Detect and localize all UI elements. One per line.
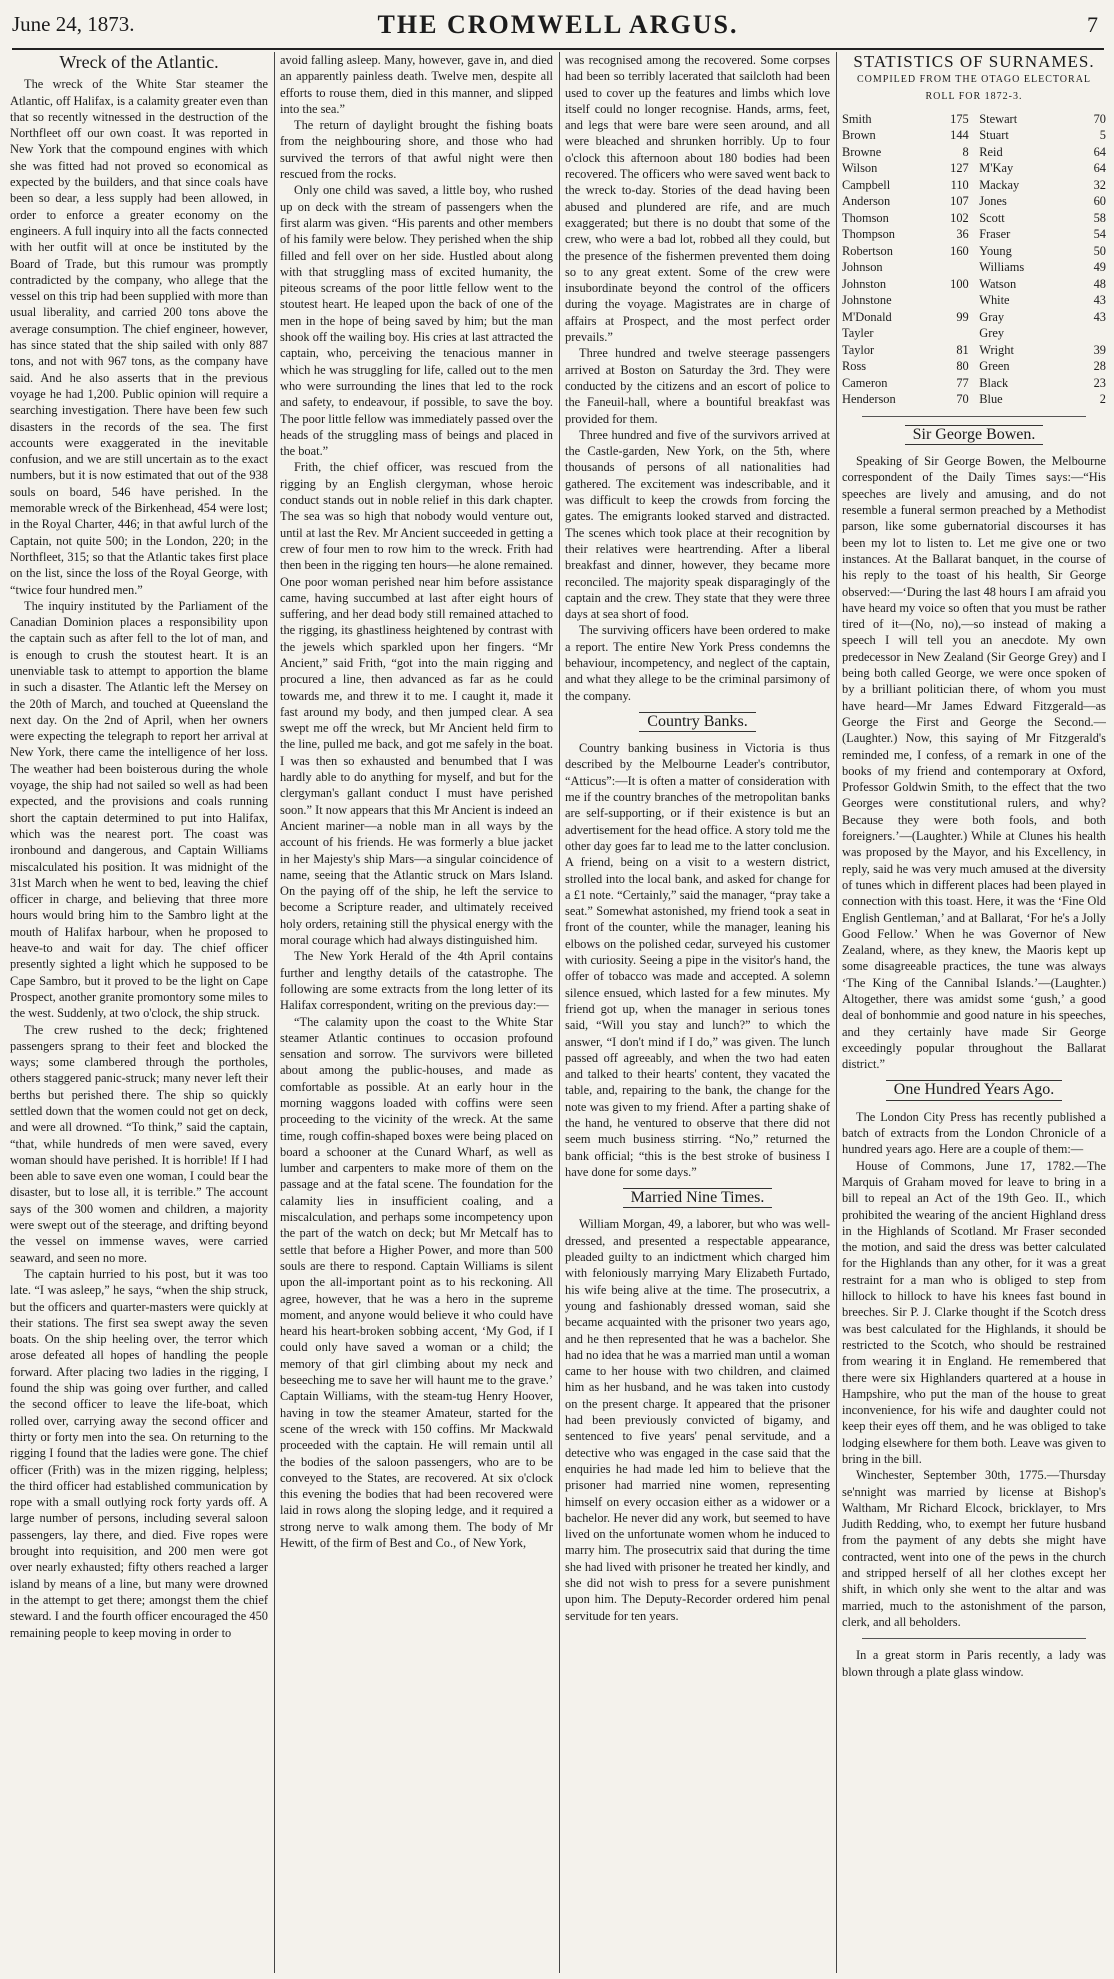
paragraph: House of Commons, June 17, 1782.—The Marquis of Graham moved for leave to bring in a bill to repeal an Act of the 19th Geo. II., which prohibited the wearing of the ancient Highland dress in the Highlands of Scotland. Mr Fraser seconded the motion, and said the dress was better calculated for the Highlands than any other, for it was a great restraint for a man who is obliged to step from hillock to hillock to have his knees fast bound in breeches. Sir P. J. Clarke thought if the Scotch dress was best calculated for the Highlands, it should be restricted to the Scotch, who should be restrained from wearing it in England. He remembered that there were six Highlanders quartered at a house in Hampshire, who put the man of the house to great inconvenience, for his wife and daughter could not keep their eyes off them, and he was obliged to take lodging elsewhere for them both. Leave was given to bring in the bill. (842, 1158, 1106, 1466)
surname-row (979, 259, 1106, 276)
surname-count: 32 (1093, 177, 1106, 192)
divider (862, 416, 1086, 417)
surname-row (979, 309, 1106, 326)
paragraph: Only one child was saved, a little boy, who rushed up on deck with the stream of passengers when the first alarm was given. “His parents and other members of his family were below. They perished when the ship filled and fell over on her side. Hustled about along with that struggling mass of excited humanity, the piteous screams of the poor little fellow went to the stoutest heart. He leaped upon the back of one of the men in the hope of being saved by him; but the man shook off the wailing boy. His cries at last attracted the captain, who, perceiving the tenacious manner in which he was struggling for life, called out to the men who were surrounding the lines that led to the rock and safety, to endeavour, if possible, to save the boy. The poor little fellow was immediately passed over the heads of the struggling mass of beings and placed in the boat.” (280, 183, 553, 459)
surname-count: 36 (956, 227, 969, 242)
page-number: 7 (1087, 12, 1098, 37)
paragraph: The inquiry instituted by the Parliament of the Canadian Dominion places a responsibility upon the captain such as after fell to the lot of man, and is enough to crush the stoutest heart. It is an unenviable task to attempt to apportion the blame in such a disaster. The Atlantic left the Mersey on the 20th of March, and touched at Queensland the next day. On the 2nd of April, when her owners were expecting the telegraph to report her arrival at New York, there came the intelligence of her loss. The weather had been boisterous during the whole voyage, the ship had not sailed so well as had been expected, and the provisions and coals running short the captain determined to put into Halifax, which was the nearest port. The coast was ironbound and dangerous, and Captain Williams miscalculated his position. It was midnight of the 31st March when he went to bed, leaving the chief officer in charge, and believing that three more hours would bring him to the Sambro light at the mouth of Halifax harbour, when he proposed to heave-to and wait for day. The chief officer presently sighted a light which he supposed to be Cape Sambro, but it proved to be the light on Cape Prospect, another granite promontory some miles to the west. Suddenly, at two o'clock, the ship struck. (10, 598, 268, 1021)
surname-count: 23 (1093, 375, 1106, 390)
surname: Fraser (979, 227, 1011, 242)
surname-row (979, 342, 1106, 359)
surname: Wright (979, 342, 1014, 357)
surname-count: 77 (956, 375, 969, 390)
surname-row (979, 243, 1106, 260)
surname: Green (979, 359, 1010, 374)
surname: M'Donald (842, 309, 892, 324)
paragraph: Three hundred and five of the survivors arrived at the Castle-garden, New York, on the 5th, where thousands of persons of all nationalities had gathered. The excitement was indescribable, and it was difficult to keep the crowds from forcing the gates. The emigrants looked starved and distracted. The scenes which took place at their recognition by their relatives were heartrending. After a liberal breakfast and dinner, however, they became more reconciled. The majority speak disparagingly of the captain and the crew. They state that they were three days at sea short of food. (565, 427, 830, 622)
surname-count: 54 (1093, 227, 1106, 242)
surname-row (979, 325, 1106, 342)
surname: Browne (842, 144, 882, 159)
surname-count: 8 (962, 144, 969, 159)
column-rule (836, 52, 837, 1973)
surname-row (842, 358, 969, 375)
paragraph: William Morgan, 49, a laborer, but who was well-dressed, and presented a respectable appearance, pleaded guilty to an indictment which charged him with feloniously marrying Mary Elizabeth Furtado, his wife being alive at the time. The prosecutrix, a young and fashionably dressed woman, said she became acquainted with the prisoner two years ago, and he then represented that he was a bachelor. She had no idea that he was a married man until a woman came to her house with two children, and claimed him as her husband, and he was taken into custody on the present charge. It appeared that the prisoner had been previously convicted of bigamy, and sentenced to five years' penal servitude, and a detective who was engaged in the case said that the enquiries he had made led him to believe that the prisoner had married nine women, representing himself on every occasion either as a widower or a bachelor. He never did any work, but seemed to have lived on the unfortunate women whom he induced to marry him. The prosecutrix said that during the time she had lived with prisoner he treated her kindly, and she did not wish to press for a severe punishment upon him. The Deputy-Recorder ordered him penal servitude for ten years. (565, 1217, 830, 1623)
page-header (12, 8, 1104, 50)
paragraph: The London City Press has recently published a batch of extracts from the London Chronicle of a hundred years ago. Here are a couple of them:— (842, 1109, 1106, 1157)
surname-row (979, 210, 1106, 227)
paragraph: The crew rushed to the deck; frightened passengers sprang to their feet and blocked the ways; some clambered through the portholes, others staggered panic-struck; many never left their berths but perished there. The ship so quickly settled down that the women could not get on deck, and were all drowned. “To think,” said the captain, “that, while hundreds of men were saved, every woman should have perished. It is horrible! If I had been able to save even one woman, I could bear the disaster, but to lose all, it is terrible.” The account says of the 300 women and children, a majority were swept out of the steerage, and drifting beyond the vessel on immense waves, were carried seaward, and seen no more. (10, 1022, 268, 1265)
surname-count: 144 (950, 128, 969, 143)
surname: Stuart (979, 128, 1009, 143)
surname: Henderson (842, 392, 896, 407)
surname: Johnstone (842, 293, 892, 308)
column-rule (274, 52, 275, 1973)
article-title-wreck: Wreck of the Atlantic. (59, 52, 219, 72)
surname: Taylor (842, 342, 875, 357)
surname-row (842, 276, 969, 293)
surname-count: 110 (950, 177, 969, 192)
surname-count: 64 (1093, 144, 1106, 159)
paragraph: The captain hurried to his post, but it was too late. “I was asleep,” he says, “when the ship struck, but the officers and quarter-masters were quickly at their stations. The first sea swept away the seven boats. On the ship heeling over, the terror which arose defeated all hopes of handling the people forward. After placing two ladies in the rigging, I found the ship was going over further, and called the second officer to leave the life-boat, which rolled over, carrying away the second officer and thirty or forty men into the sea. On returning to the rigging I found that the ladies were gone. The chief officer (Frith) was in the mizen rigging, helpless; the third officer had established communication by rope with a small outlying rock forty yards off. A large number of persons, including several saloon passengers, lay there, and died. Five ropes were brought into requisition, and 200 men were got over nearly exhausted; fifty others reached a larger island by means of a line, but many were drowned in the attempt to get there; amongst them the chief steward. I and the fourth officer encouraged the 450 remaining people to keep moving in order to (10, 1266, 268, 1640)
surname-count: 107 (950, 194, 969, 209)
surname: Robertson (842, 243, 893, 258)
surname-row (979, 193, 1106, 210)
issue-date: June 24, 1873. (12, 12, 135, 36)
surname-count: 58 (1093, 210, 1106, 225)
surname-row (979, 391, 1106, 408)
paragraph: The surviving officers have been ordered to make a report. The entire New York Press condemns the behaviour, incompetency, and neglect of the captain, and what they allege to be the criminal parsimony of the company. (565, 623, 830, 703)
paragraph: In a great storm in Paris recently, a lady was blown through a plate glass window. (842, 1648, 1106, 1679)
surname-row (842, 391, 969, 408)
surname-row (842, 259, 969, 276)
surname: Jones (979, 194, 1007, 209)
surname-row (979, 226, 1106, 243)
surname: M'Kay (979, 161, 1014, 176)
paragraph: The wreck of the White Star steamer the Atlantic, off Halifax, is a calamity greater even than that so recently witnessed in the destruction of the Northfleet off our own coast. It was reported in New York that the compound engines with which she was fitted had not proved so economical as expected by the builders, and that since coals have been so dear, a less supply had been allowed, in order to enforce a greater economy on the engineers. A full inquiry into all the facts connected with her outfit will at once be instituted by the Board of Trade, but this rumour was promptly contradicted by the company, who allege that the vessel on this trip had been supplied with more than usual liberality, and carried 200 tons above the average consumption. The chief engineer, however, has since stated that the ship sailed with only 887 tons, and not with 967 tons, as the company have said. And he also asserts that in the previous voyage he had 1,200. Public opinion will require a searching investigation. There have been few such disasters in the records of the sea. The first accounts were exaggerated in the inevitable confusion, and we are still uncertain as to the exact numbers, but it is now estimated that out of the 938 souls on board, 546 have perished. In the memorable wreck of the Birkenhead, 454 were lost; in the Royal Charter, 446; in that awful lurch of the Captain, not quite 500; in the London, 220; in the Northfleet, 315; so that the Atlantic takes first place on the list, since the loss of the Royal George, with “twice four hundred men.” (10, 77, 268, 597)
paragraph: The return of daylight brought the fishing boats from the neighbouring shore, and those who had survived the terrors of that awful night were then rescued from the rocks. (280, 118, 553, 182)
surname-count: 70 (956, 392, 969, 407)
surname: Watson (979, 276, 1017, 291)
surname-row (979, 111, 1106, 128)
surname: Williams (979, 260, 1025, 275)
surname: Campbell (842, 177, 891, 192)
surname: Johnson (842, 260, 883, 275)
surname: Grey (979, 326, 1005, 341)
surname-count: 28 (1093, 359, 1106, 374)
surname: Reid (979, 144, 1003, 159)
paragraph: avoid falling asleep. Many, however, gave in, and died an apparently painless death. Twelve men, despite all efforts to rouse them, died in this manner, and slipped into the sea.” (280, 53, 553, 116)
surname-row (979, 127, 1106, 144)
surname-row (979, 276, 1106, 293)
surname: Smith (842, 111, 872, 126)
paragraph: Frith, the chief officer, was rescued from the rigging by an English clergyman, whose heroic conduct stands out in noble relief in this dark chapter. The sea was so high that nobody would venture out, until at last the Rev. Mr Ancient succeeded in getting a crew of four men to row him to the wreck. Frith had then been in the rigging ten hours—he alone remained. One poor woman perished near him before assistance came, having succumbed at last after eight hours of suffering, and her dead body still remained attached to the rigging, its ghastliness heightened by contrast with the jewels which sparkled upon her fingers. “Mr Ancient,” said Frith, “got into the main rigging and procured a line, then advanced as far as he could towards me, and threw it to me. I caught it, made it fast around my body, and then jumped clear. A sea swept me off the wreck, but Mr Ancient held firm to the line, pulled me back, and got me safely in the boat. I was then so exhausted and benumbed that I was hardly able to do anything for myself, and but for the clergyman's gallant conduct I must have perished soon.” It now appears that this Mr Ancient is indeed an Ancient mariner—a noble man in all ways by the account of his friends. He was formerly a blue jacket in her Majesty's ship Mars—a singular coincidence of name, seeing that the Atlantic struck on Mars Island. On the paying off of the ship, he left the service to become a Scripture reader, and ultimately received holy orders, retaining still the physical energy with the moral courage which had always distinguished him. (280, 460, 553, 948)
surname: Johnston (842, 276, 887, 291)
surname-count: 99 (956, 309, 969, 324)
article-title-bowen: Sir George Bowen. (905, 425, 1044, 445)
paragraph: was recognised among the recovered. Some corpses had been so terribly lacerated that sailcloth had been used to cover up the features and limbs which love itself could no longer recognise. Hands, arms, feet, and legs that were bare were seen around, and all were bleached and shrunken horribly. Up to four o'clock this afternoon about 180 bodies had been recovered. The officers who were saved went back to the wreck to-day. Stories of the dead having been abused and plundered are rife, and are much exaggerated; but there is no doubt that some of the crew, who were a bad lot, robbed all they could, but the presence of the fishermen prevented them doing so to any great extent. Some of the crew were insubordinate beyond the control of the officers during the voyage. Magistrates are in charge of affairs at Prospect, and the most perfect order prevails.” (565, 53, 830, 345)
article-title-banks: Country Banks. (639, 712, 755, 732)
surname-count: 49 (1093, 260, 1106, 275)
surname-count: 127 (950, 161, 969, 176)
surname-count: 100 (950, 276, 969, 291)
surname-row (842, 325, 969, 342)
surname-count: 2 (1099, 392, 1106, 407)
article-title-hundred: One Hundred Years Ago. (886, 1080, 1062, 1100)
surname-row (842, 342, 969, 359)
surname-row (979, 358, 1106, 375)
surname: Black (979, 375, 1009, 390)
surname-count: 43 (1093, 293, 1106, 308)
surname-list-left (842, 111, 969, 408)
column-3 (565, 52, 830, 1973)
surname-count: 80 (956, 359, 969, 374)
surname-row (979, 292, 1106, 309)
surname-list-right (979, 111, 1106, 408)
paragraph: Three hundred and twelve steerage passengers arrived at Boston on Saturday the 3rd. They were conducted by the citizens and an escort of police to the Faneuil-hall, where a bountiful breakfast was provided for them. (565, 346, 830, 426)
column-4 (842, 52, 1106, 1973)
surname-count: 5 (1099, 128, 1106, 143)
surname: Anderson (842, 194, 891, 209)
surname: Wilson (842, 161, 878, 176)
surname-count: 70 (1093, 111, 1106, 126)
surname-row (979, 144, 1106, 161)
surname-row (842, 160, 969, 177)
surname: Stewart (979, 111, 1018, 126)
surname-count: 64 (1093, 161, 1106, 176)
surname-table (842, 111, 1106, 408)
surname-row (842, 243, 969, 260)
surname-count: 50 (1093, 243, 1106, 258)
stats-title: STATISTICS OF SURNAMES. (853, 52, 1095, 71)
surname: Gray (979, 309, 1005, 324)
surname-row (979, 375, 1106, 392)
surname-count: 175 (950, 111, 969, 126)
surname-count: 60 (1093, 194, 1106, 209)
paragraph: Country banking business in Victoria is thus described by the Melbourne Leader's contributor, “Atticus”:—It is often a matter of consideration with me if the country branches of the metropolitan banks are self-supporting, or if their existence is but an advertisement for the head office. A story told me the other day goes far to lead me to the latter conclusion. A friend, being on a visit to a western district, strolled into the local bank, and asked for change for a £1 note. “Certainly,” said the manager, “pray take a seat.” Somewhat astonished, my friend took a seat in front of the counter, while the manager, leaning his elbows on the polished cedar, surveyed his customer with curiosity. Seeing a pipe in the visitor's hand, the offer of tobacco was made and accepted. A solemn silence ensued, which lasted for a few minutes. My friend got up, when the manager in serious tones said, “Will you stay and lunch?” to which the answer, “I don't mind if I do,” was given. The lunch passed off agreeably, and when the two had eaten and talked to their hearts' content, they vacated the table, and, repairing to the bank, the change for the note was given to my friend. After a parting shake of the hand, he ventured to observe that there did not seem much business stirring. “No,” returned the bank official; “this is the best stroke of business I have done for some days.” (565, 741, 830, 1179)
surname-count: 43 (1093, 309, 1106, 324)
surname-row (842, 210, 969, 227)
surname-row (842, 309, 969, 326)
surname-row (979, 160, 1106, 177)
surname-row (842, 193, 969, 210)
surname-count: 102 (950, 210, 969, 225)
surname-row (979, 177, 1106, 194)
paragraph: “The calamity upon the coast to the White Star steamer Atlantic continues to occasion profound sensation and sorrow. The survivors were billeted about among the public-houses, and made as comfortable as possible. At an early hour in the morning waggons loaded with coffins were seen proceeding to the vicinity of the wreck. At the same time, rough coffin-shaped boxes were being placed on board a schooner at the Cunard Wharf, as well as lumber and carpenters to make more of them on the passage and at the fatal scene. The foundation for the calamity lies in insufficient coaling, and a miscalculation, and perhaps some incompetency upon the part of the watch on deck; but Mr Metcalf has to settle that before a Higher Power, and more than 500 souls are there to respond. Captain Williams is silent upon the all-important point as to his reckoning. All agree, however, that he was a hero in the supreme moment, and anyone would believe it who could have heard his heart-broken sobbing accent, ‘My God, if I could only have saved a woman or a child; the memory of that girl climbing about my neck and beseeching me to save her will haunt me to the grave.’ Captain Williams, with the steam-tug Henry Hoover, having in tow the steamer Amateur, started for the scene of the wreck with 150 coffins. Mr Mackwald proceeded with the captain. He will remain until all the bodies of the saloon passengers, who are to be conveyed to the States, are recovered. At six o'clock this evening the bodies that had been recovered were laid in rows along the sloping ledge, and it required a strong nerve to walk among them. The body of Mr Hewitt, of the firm of Best and Co., of New York, (280, 1014, 553, 1551)
surname: Cameron (842, 375, 888, 390)
article-title-married: Married Nine Times. (623, 1188, 773, 1208)
surname-count: 39 (1093, 342, 1106, 357)
surname-count: 48 (1093, 276, 1106, 291)
surname: Mackay (979, 177, 1020, 192)
surname: White (979, 293, 1010, 308)
divider (862, 1638, 1086, 1639)
column-rule (559, 52, 560, 1973)
paragraph: Winchester, September 30th, 1775.—Thursday se'nnight was married by license at Bishop's Waltham, Mr Richard Elcock, bricklayer, to Mrs Judith Redding, who, to exempt her future husband from the payment of any debts she might have contracted, went into one of the pews in the church and stripped herself of all her clothes except her shift, in which only she went to the altar and was married, much to the astonishment of the parson, clerk, and all beholders. (842, 1468, 1106, 1629)
surname-row (842, 292, 969, 309)
surname: Tayler (842, 326, 874, 341)
column-1 (10, 52, 268, 1973)
paragraph: The New York Herald of the 4th April contains further and lengthy details of the catastrophe. The following are some extracts from the long letter of its Halifax correspondent, writing on the previous day:— (280, 949, 553, 1013)
column-2 (280, 52, 553, 1973)
surname-count: 81 (956, 342, 969, 357)
surname-row (842, 144, 969, 161)
surname-row (842, 127, 969, 144)
stats-subtitle: COMPILED FROM THE OTAGO ELECTORAL ROLL FOR 1872-3. (856, 74, 1092, 102)
surname-row (842, 375, 969, 392)
surname: Thompson (842, 227, 896, 242)
surname-count: 160 (950, 243, 969, 258)
surname: Brown (842, 128, 876, 143)
masthead: THE CROMWELL ARGUS. (377, 10, 739, 39)
surname-row (842, 226, 969, 243)
surname: Scott (979, 210, 1005, 225)
surname: Blue (979, 392, 1003, 407)
surname: Ross (842, 359, 867, 374)
surname-row (842, 177, 969, 194)
surname: Young (979, 243, 1012, 258)
paragraph: Speaking of Sir George Bowen, the Melbourne correspondent of the Daily Times says:—“His speeches are lively and amusing, and do not resemble a funeral sermon preached by a Methodist parson, like some gubernatorial discourses it has been my lot to listen to. Let me give one or two instances. At the Ballarat banquet, in the course of his reply to the toast of his health, Sir George observed:—‘During the last 48 hours I am afraid you have heard my voice so often that you must be rather tired of it—(No, no),—so instead of making a speech I will tell you an anecdote. My own predecessor in New Zealand (Sir George Grey) and I being both called George, we were once spoken of by a brilliant politician there, of whom you must have heard—Mr James Edward Fitzgerald—as George the First and George the Second.—(Laughter.) Now, this saying of Mr Fitzgerald's reminded me, I confess, of a remark in one of the books of my friend and contemporary at Oxford, Professor Goldwin Smith, to the effect that the two Georges were constitutional rulers, and why? Because they were both fools, and both foreigners.’—(Laughter.) While at Clunes his health was proposed by the Mayor, and his Excellency, in reply, said he was very much amused at the diversity of tunes which in different places had been played in connection with this toast. Here, it was the ‘Fine Old English Gentleman,’ and at Ballarat, ‘For he's a Jolly Good Fellow.’ When he was Governor of New Zealand, where, as they knew, the Maoris kept up some disagreeable practices, the tune was always ‘The King of the Cannibal Islands.’—(Laughter.) Altogether, there was amidst some ‘gush,’ a good deal of bonhommie and good nature in his speeches, and they certainly have made Sir George exceedingly popular throughout the Ballarat district.” (842, 454, 1106, 1072)
surname: Thomson (842, 210, 889, 225)
surname-row (842, 111, 969, 128)
